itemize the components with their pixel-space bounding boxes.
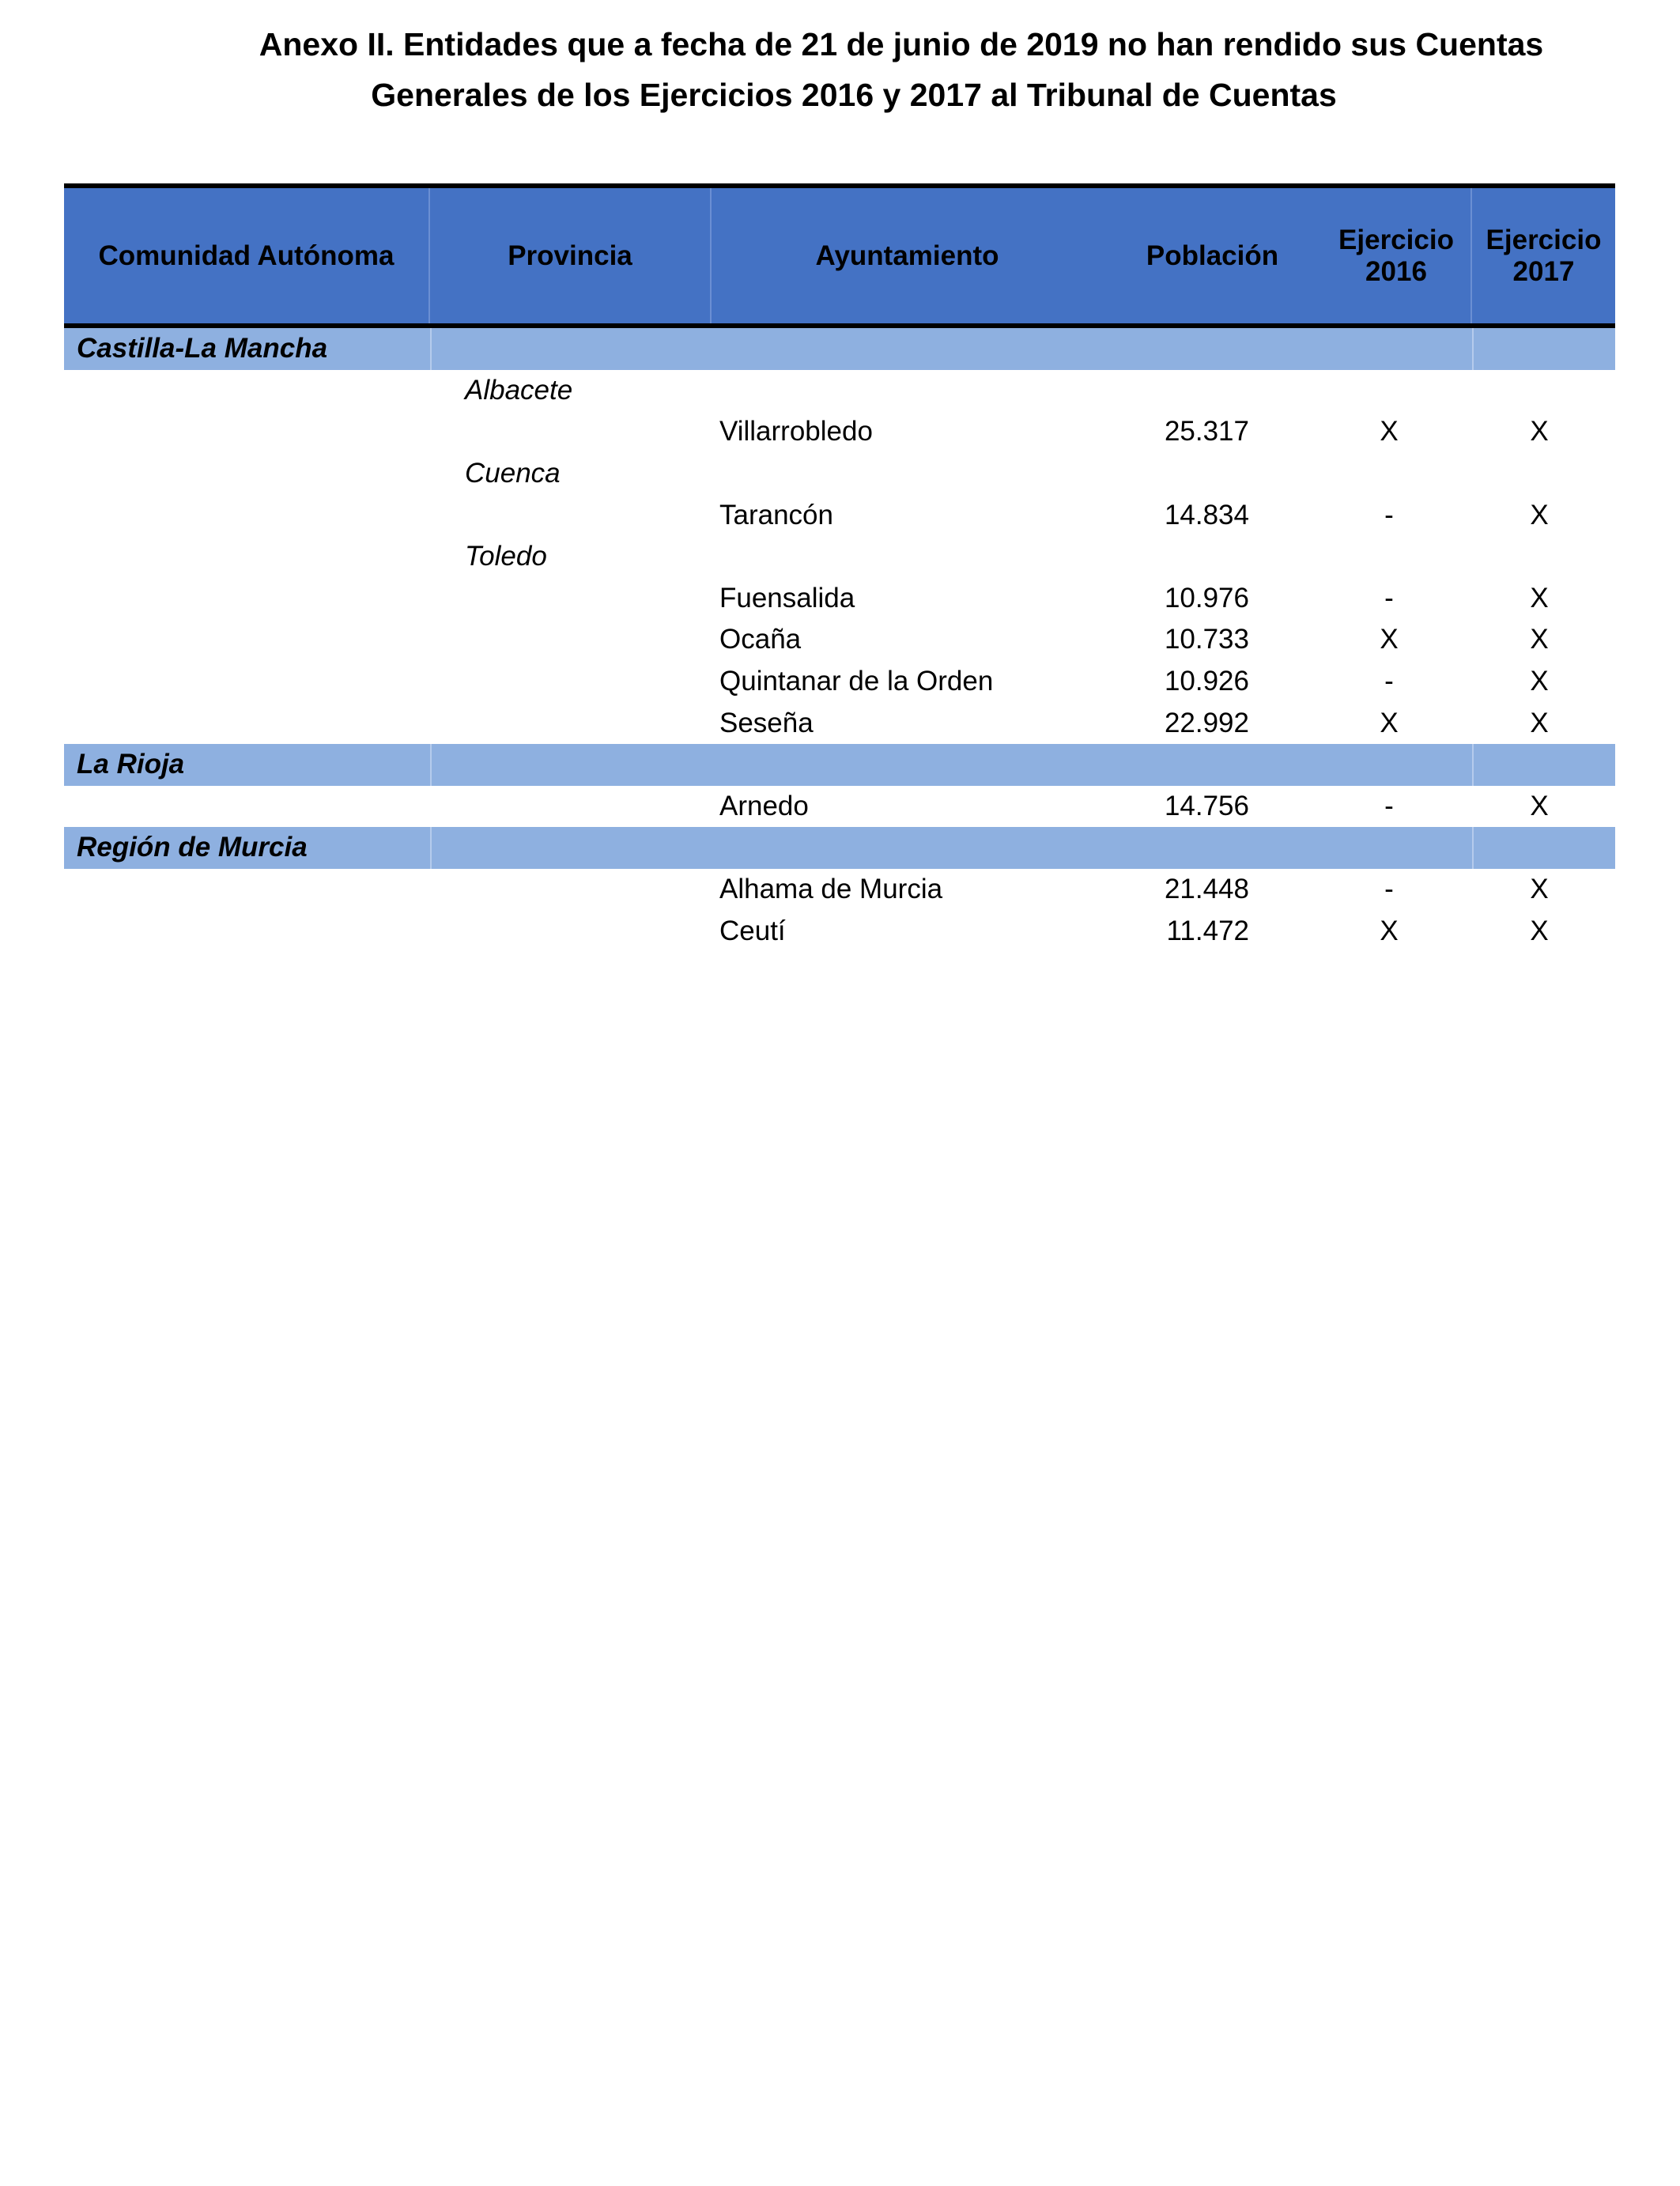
ejercicio-2017-cell: X <box>1530 499 1549 530</box>
header-poblacion-label: Población <box>1146 240 1279 271</box>
band-column-separator <box>430 744 432 786</box>
region-row <box>64 328 1615 370</box>
ayuntamiento-cell: Ceutí <box>719 915 786 946</box>
poblacion-cell: 10.976 <box>1164 582 1249 614</box>
ejercicio-2016-cell: - <box>1384 582 1394 614</box>
ejercicio-2016-cell: X <box>1380 416 1399 447</box>
poblacion-cell: 14.756 <box>1164 790 1249 821</box>
header-ej2017-line2: 2017 <box>1512 255 1575 287</box>
header-comunidad <box>64 188 430 323</box>
ejercicio-2016-cell: X <box>1380 707 1399 738</box>
table-row <box>64 869 1615 911</box>
table-row <box>64 786 1615 828</box>
band-column-separator <box>430 328 432 370</box>
table-row <box>64 411 1615 453</box>
region-name: Castilla-La Mancha <box>77 333 328 364</box>
header-provincia-label: Provincia <box>508 240 632 271</box>
table-row <box>64 619 1615 661</box>
region-name: La Rioja <box>77 749 185 780</box>
ejercicio-2016-cell: - <box>1384 666 1394 697</box>
province-name: Cuenca <box>465 458 561 489</box>
poblacion-cell: 10.733 <box>1164 624 1249 655</box>
band-column-separator <box>1472 328 1474 370</box>
province-name: Toledo <box>465 541 547 572</box>
band-column-separator <box>430 827 432 869</box>
ejercicio-2016-cell: X <box>1380 624 1399 655</box>
ejercicio-2016-cell: - <box>1384 790 1394 821</box>
band-column-separator <box>1472 744 1474 786</box>
ejercicio-2017-cell: X <box>1530 582 1549 614</box>
poblacion-cell: 14.834 <box>1164 499 1249 530</box>
header-ej2016-line2: 2016 <box>1365 255 1427 287</box>
ayuntamiento-cell: Fuensalida <box>719 582 855 614</box>
header-poblacion <box>1103 188 1322 323</box>
ayuntamiento-cell: Seseña <box>719 707 814 738</box>
ejercicio-2017-cell: X <box>1530 666 1549 697</box>
header-ejercicio-2016 <box>1322 188 1472 323</box>
ejercicio-2017-cell: X <box>1530 790 1549 821</box>
header-ej2016-line1: Ejercicio <box>1338 224 1454 255</box>
document-title-line-2: Generales de los Ejercicios 2016 y 2017 al Tribunal de Cuentas <box>371 77 1337 113</box>
header-ayuntamiento <box>712 188 1103 323</box>
band-column-separator <box>1472 827 1474 869</box>
province-row <box>64 453 1615 495</box>
table-row <box>64 910 1615 952</box>
ejercicio-2016-cell: - <box>1384 874 1394 905</box>
ejercicio-2017-cell: X <box>1530 707 1549 738</box>
poblacion-cell: 22.992 <box>1164 707 1249 738</box>
table-body <box>64 328 1615 952</box>
ayuntamiento-cell: Arnedo <box>719 790 809 821</box>
header-comunidad-label: Comunidad Autónoma <box>98 240 395 271</box>
header-ayuntamiento-label: Ayuntamiento <box>815 240 999 271</box>
document-title-line-1: Anexo II. Entidades que a fecha de 21 de junio de 2019 no han rendido sus Cuentas <box>259 26 1544 62</box>
poblacion-cell: 11.472 <box>1166 915 1249 946</box>
ayuntamiento-cell: Quintanar de la Orden <box>719 666 994 697</box>
ejercicio-2017-cell: X <box>1530 874 1549 905</box>
table-header <box>64 188 1615 323</box>
ejercicio-2017-cell: X <box>1530 915 1549 946</box>
header-ejercicio-2017 <box>1472 188 1615 323</box>
ejercicio-2017-cell: X <box>1530 416 1549 447</box>
poblacion-cell: 25.317 <box>1164 416 1249 447</box>
poblacion-cell: 21.448 <box>1164 874 1249 905</box>
ayuntamiento-cell: Villarrobledo <box>719 416 873 447</box>
table-row <box>64 578 1615 620</box>
province-row <box>64 536 1615 578</box>
ayuntamiento-cell: Tarancón <box>719 499 833 530</box>
ayuntamiento-cell: Alhama de Murcia <box>719 874 943 905</box>
header-ej2017-line1: Ejercicio <box>1486 224 1602 255</box>
ayuntamiento-cell: Ocaña <box>719 624 802 655</box>
ejercicio-2017-cell: X <box>1530 624 1549 655</box>
ejercicio-2016-cell: - <box>1384 499 1394 530</box>
ejercicio-2016-cell: X <box>1380 915 1399 946</box>
region-row <box>64 827 1615 869</box>
entities-table <box>64 183 1615 952</box>
region-name: Región de Murcia <box>77 832 308 863</box>
header-provincia <box>430 188 712 323</box>
province-name: Albacete <box>465 374 573 406</box>
region-row <box>64 744 1615 786</box>
table-row <box>64 661 1615 703</box>
table-row <box>64 702 1615 744</box>
table-row <box>64 494 1615 536</box>
province-row <box>64 370 1615 412</box>
poblacion-cell: 10.926 <box>1164 666 1249 697</box>
